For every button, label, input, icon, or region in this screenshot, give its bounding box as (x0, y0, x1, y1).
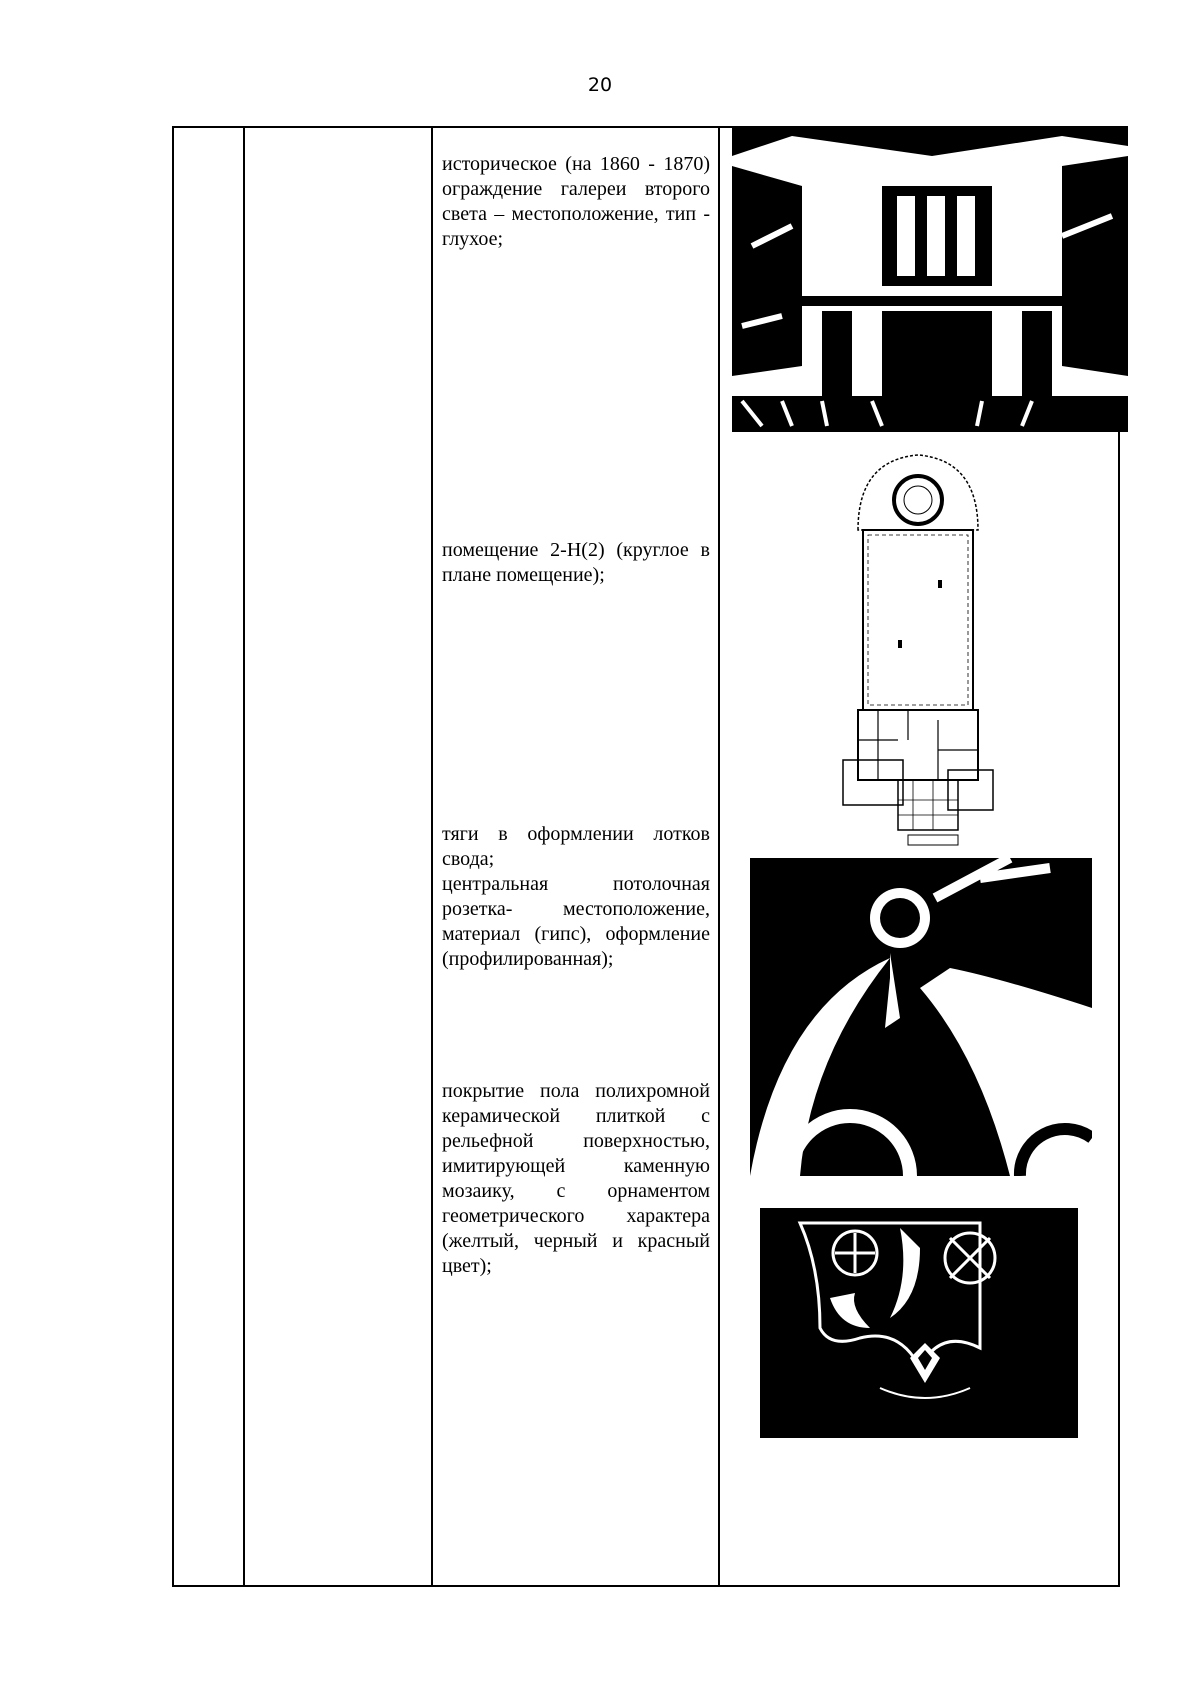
table-column-divider-4 (1118, 430, 1120, 1587)
floor-plan-drawing (838, 440, 998, 850)
item-text-room: помещение 2-Н(2) (круглое в плане помещение); (442, 539, 710, 586)
table-column-divider-2 (431, 126, 433, 1587)
page-number: 20 (587, 74, 613, 96)
floor-tile-mosaic-photo (760, 1208, 1078, 1438)
item-text-floor-tiles: покрытие пола полихромной керамической плиткой с рельефной поверхностью, имитирующей каменную мозаику, с орнаментом геометрического характера (желтый, черный и красный цвет); (442, 1080, 710, 1277)
gallery-hall-photo (732, 126, 1128, 432)
item-text-ceiling-rosette: центральная потолочная розетка- местоположение, материал (гипс), оформление (профилированная); (442, 873, 710, 970)
table-column-divider-1 (243, 126, 245, 1587)
item-text-vault-rods: тяги в оформлении лотков свода; (442, 823, 710, 870)
table-column-divider-3 (718, 126, 720, 1587)
item-text-railing: историческое (на 1860 - 1870) ограждение галереи второго света – местоположение, тип - глухое; (442, 153, 710, 250)
ceiling-rosette-photo (750, 858, 1092, 1176)
